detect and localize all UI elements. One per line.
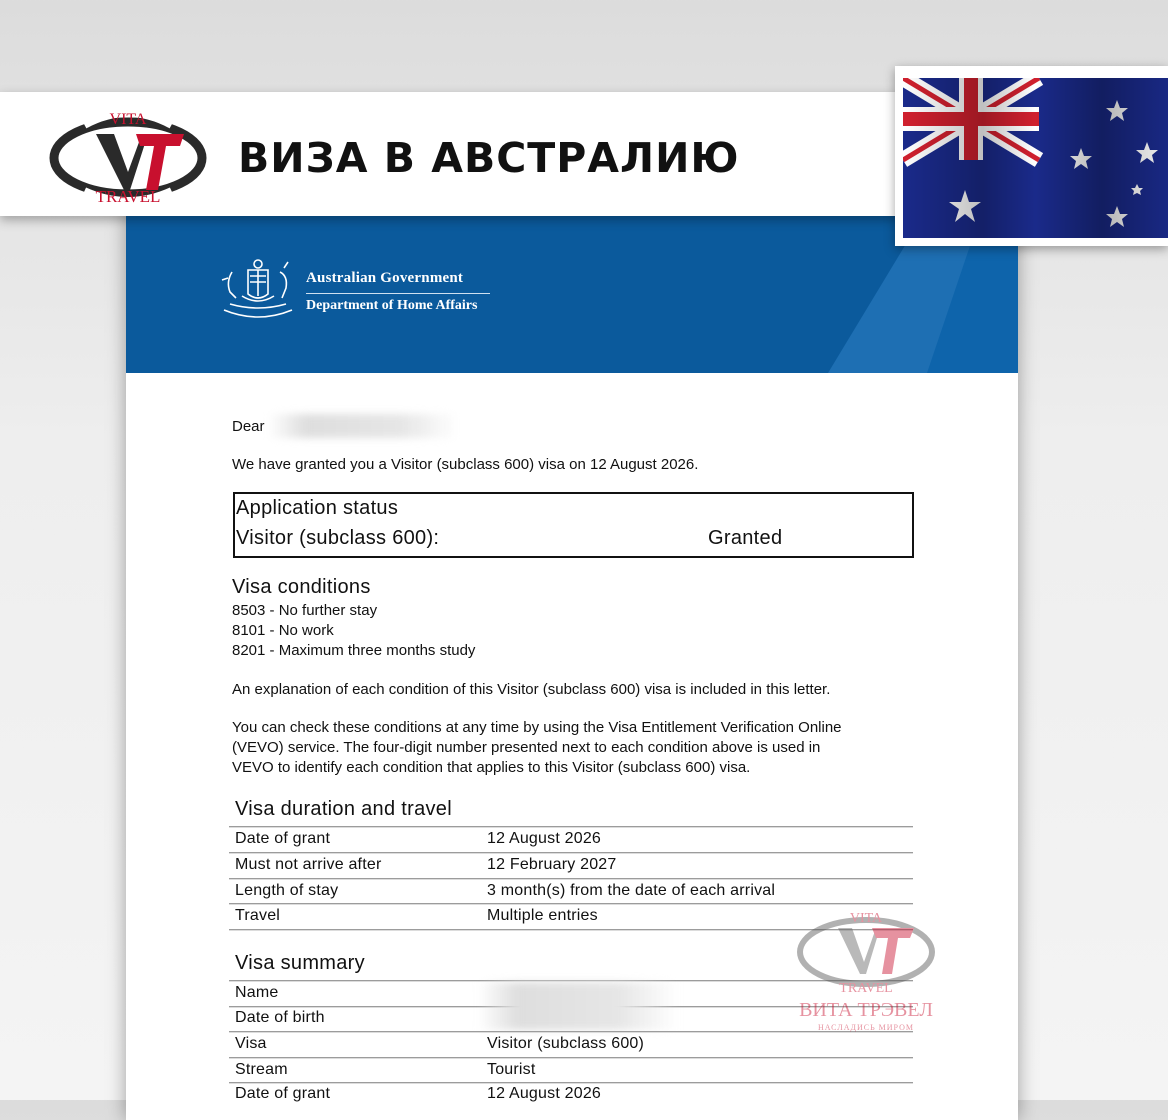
government-name: Australian Government (306, 270, 464, 286)
table-row-label: Length of stay (235, 882, 339, 899)
vita-travel-watermark (782, 906, 950, 1036)
conditions-heading: Visa conditions (232, 576, 371, 598)
redacted-personal-details (478, 982, 678, 1030)
table-row-label: Date of birth (235, 1009, 325, 1026)
watermark-top-text: VITA (849, 911, 883, 926)
government-header (126, 200, 1018, 373)
greeting: Dear (232, 418, 265, 435)
australian-flag (895, 66, 1168, 246)
duration-heading: Visa duration and travel (235, 798, 452, 820)
table-row-label: Stream (235, 1061, 288, 1078)
grant-intro: We have granted you a Visitor (subclass 600) visa on 12 August 2026. (232, 456, 699, 473)
logo-bottom-text: TRAVEL (95, 187, 161, 206)
summary-heading: Visa summary (235, 952, 365, 974)
table-row-label: Visa (235, 1035, 267, 1052)
watermark-bottom-text: TRAVEL (839, 981, 893, 996)
conditions-explanation: An explanation of each condition of this Visitor (subclass 600) visa is included in this letter. (232, 681, 831, 698)
vevo-paragraph-line: VEVO to identify each condition that applies to this Visitor (subclass 600) visa. (232, 759, 751, 776)
logo-top-text: VITA (109, 111, 147, 128)
vita-travel-logo (44, 104, 212, 208)
table-row-value: 12 February 2027 (487, 856, 617, 873)
table-row-label: Date of grant (235, 1085, 331, 1102)
condition-item: 8101 - No work (232, 622, 334, 639)
coat-of-arms-icon (214, 252, 302, 320)
condition-item: 8201 - Maximum three months study (232, 642, 476, 659)
table-row-value: 3 month(s) from the date of each arrival (487, 882, 776, 899)
redacted-name (268, 414, 458, 438)
flag-icon (903, 78, 1168, 238)
status-value: Granted (708, 527, 783, 549)
table-row-label: Name (235, 984, 279, 1001)
vevo-paragraph-line: (VEVO) service. The four-digit number presented next to each condition above is used in (232, 739, 821, 756)
table-row-label: Must not arrive after (235, 856, 382, 873)
watermark-slogan: НАСЛАДИСЬ МИРОМ (818, 1023, 914, 1032)
condition-item: 8503 - No further stay (232, 602, 378, 619)
table-row-value: Visitor (subclass 600) (487, 1035, 645, 1052)
department-name: Department of Home Affairs (306, 298, 478, 313)
banner-title: ВИЗА В АВСТРАЛИЮ (238, 134, 740, 182)
table-row-value: Tourist (487, 1061, 536, 1078)
table-row-value: 12 August 2026 (487, 1085, 602, 1102)
table-row-value: Multiple entries (487, 907, 598, 924)
table-row-value: 12 August 2026 (487, 830, 602, 847)
status-heading: Application status (236, 497, 399, 519)
watermark-name: ВИТА ТРЭВЕЛ (799, 999, 933, 1021)
table-row-label: Travel (235, 907, 281, 924)
table-row-label: Date of grant (235, 830, 331, 847)
vevo-paragraph-line: You can check these conditions at any time by using the Visa Entitlement Verification Online (232, 719, 842, 736)
status-visa-label: Visitor (subclass 600): (236, 527, 440, 549)
